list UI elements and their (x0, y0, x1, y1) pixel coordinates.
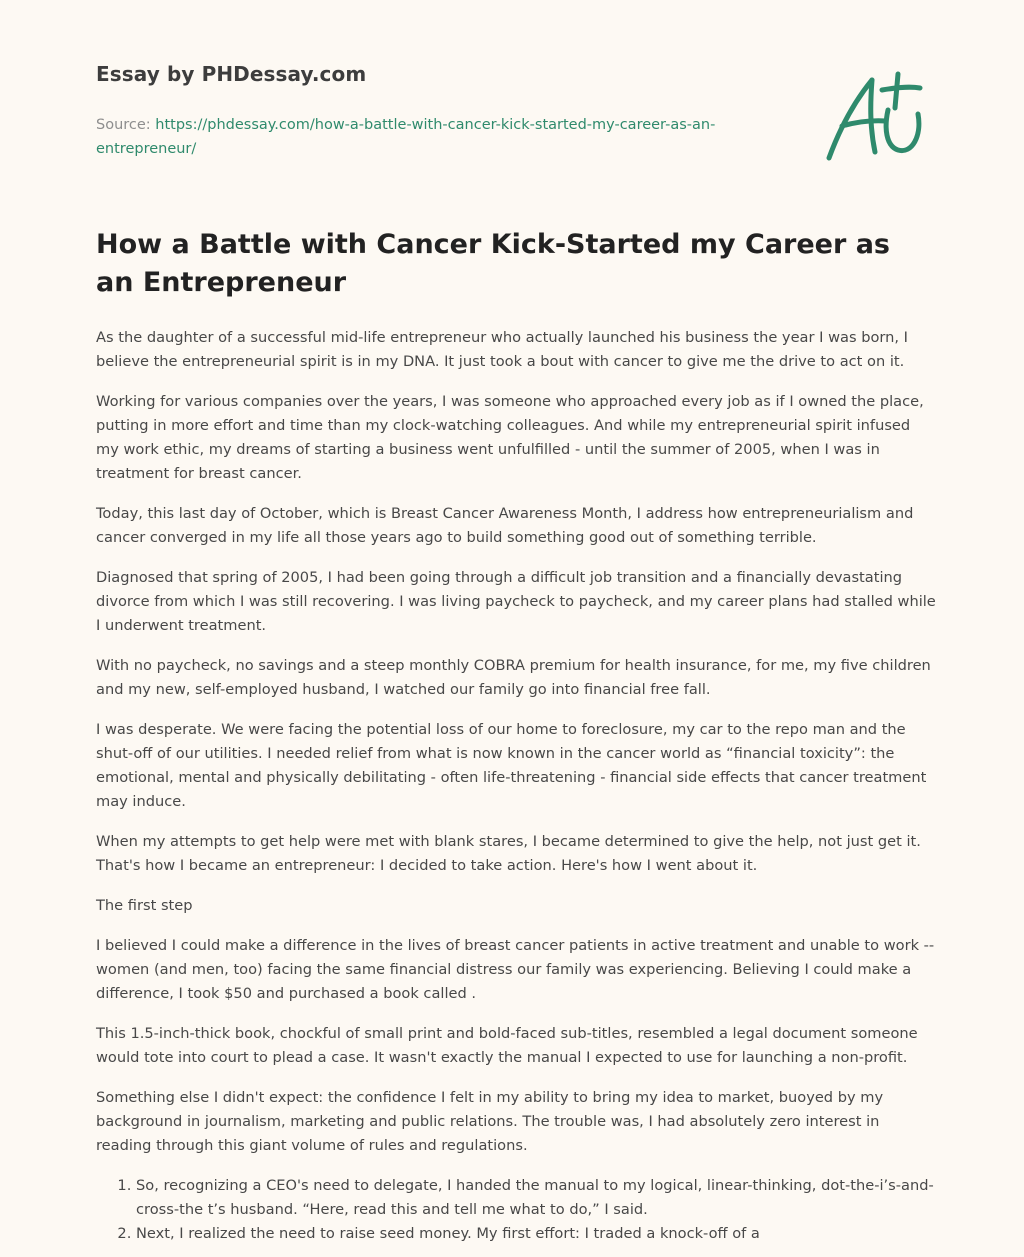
source-label: Source: (96, 117, 151, 133)
site-brand: Essay by PHDessay.com (96, 62, 367, 86)
paragraph: With no paycheck, no savings and a steep monthly COBRA premium for health insurance, for me, my five children and my new, self-employed husband, I watched our family go into financial free fall. (96, 657, 931, 698)
list-item: 2. Next, I realized the need to raise seed money. My first effort: I traded a knock-off of a (136, 1222, 936, 1246)
section-subheading: The first step (96, 897, 193, 914)
paragraph: Something else I didn't expect: the confidence I felt in my ability to bring my idea to market, buoyed by my background in journalism, marketing and public relations. The trouble was, I had absolutely zero interest in reading through this giant volume of rules and regulations. (96, 1089, 884, 1154)
paragraph: This 1.5-inch-thick book, chockful of small print and bold-faced sub-titles, resembled a legal document someone would tote into court to plead a case. It wasn't exactly the manual I expected to use for launching a non-profit. (96, 1025, 918, 1066)
source-url-line1: https://phdessay.com/how-a-battle-with-cancer-kick-started-my-career-as-an- (155, 117, 716, 133)
essay-body (96, 326, 936, 1246)
essay-title: How a Battle with Cancer Kick-Started my Career as an Entrepreneur (96, 229, 890, 298)
list-item: 1. So, recognizing a CEO's need to delegate, I handed the manual to my logical, linear-thinking, dot-the-i’s-and-cross-the t’s husband. “Here, read this and tell me what to do,” I said. (136, 1174, 936, 1222)
paragraph: As the daughter of a successful mid-life entrepreneur who actually launched his business the year I was born, I believe the entrepreneurial spirit is in my DNA. It just took a bout with cancer to give me the drive to act on it. (96, 329, 908, 370)
source-link[interactable] (96, 117, 715, 157)
a-plus-grade-icon (820, 66, 930, 166)
source-line (96, 113, 796, 161)
paragraph: When my attempts to get help were met with blank stares, I became determined to give the help, not just get it. That's how I became an entrepreneur: I decided to take action. Here's how I went about it. (96, 833, 921, 874)
essay-header (96, 62, 796, 161)
paragraph: Working for various companies over the years, I was someone who approached every job as if I owned the place, putting in more effort and time than my clock-watching colleagues. And while my entrepreneurial spirit infused my work ethic, my dreams of starting a business went unfulfilled - until the summer of 2005, when I was in treatment for breast cancer. (96, 393, 924, 482)
source-url-line2: entrepreneur/ (96, 141, 197, 157)
paragraph: I was desperate. We were facing the potential loss of our home to foreclosure, my car to the repo man and the shut-off of our utilities. I needed relief from what is now known in the cancer world as “financial toxicity”: the emotional, mental and physically debilitating - often life-threatening - financial side effects that cancer treatment may induce. (96, 721, 927, 810)
numbered-list (96, 1174, 936, 1246)
paragraph: Today, this last day of October, which is Breast Cancer Awareness Month, I address how entrepreneurialism and cancer converged in my life all those years ago to build something good out of something terrible. (96, 505, 914, 546)
paragraph: I believed I could make a difference in the lives of breast cancer patients in active treatment and unable to work -- women (and men, too) facing the same financial distress our family was experiencing. Believing I could make a difference, I took $50 and purchased a book called . (96, 937, 935, 1002)
paragraph: Diagnosed that spring of 2005, I had been going through a difficult job transition and a financially devastating divorce from which I was still recovering. I was living paycheck to paycheck, and my career plans had stalled while I underwent treatment. (96, 569, 936, 634)
